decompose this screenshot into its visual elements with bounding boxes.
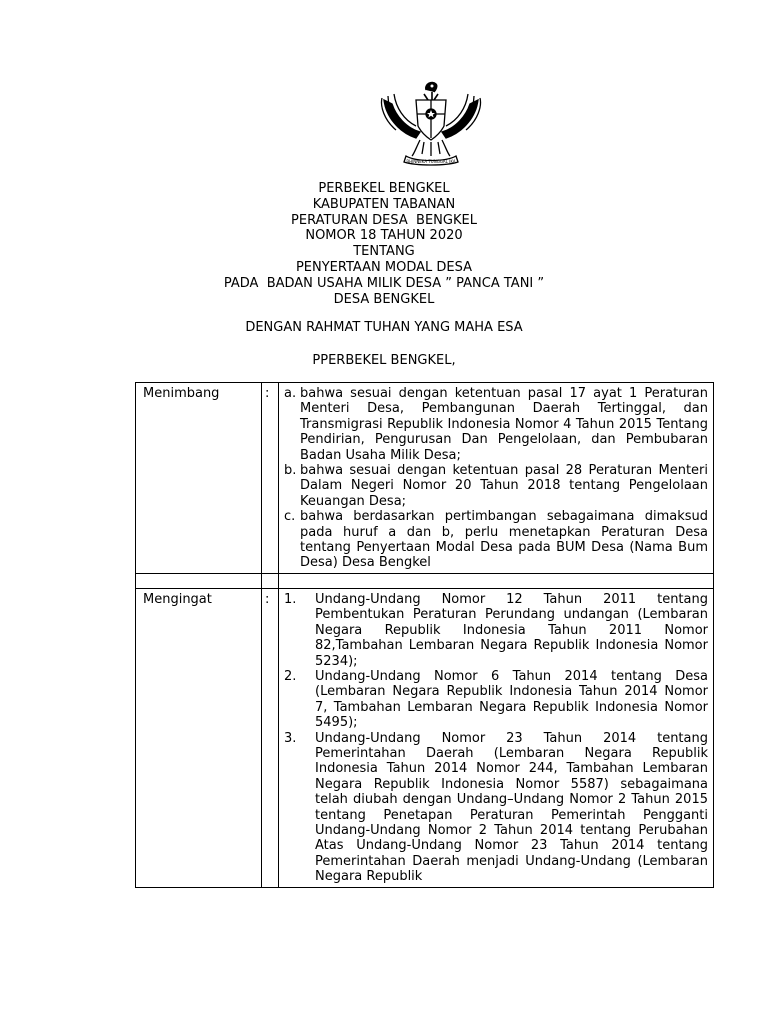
considering-body (279, 383, 714, 574)
item-text: Undang-Undang Nomor 23 Tahun 2014 tentang Pemerintahan Daerah (Lembaran Negara Republik Indonesia Tahun 2014 Nomor 244, Tambahan Lembaran Negara Republik Indonesia Nomor 5587) sebagaimana telah diubah dengan Undang–Undang Nomor 2 Tahun 2015 tentang Penetapan Peraturan Pemerintah Pengganti Undang-Undang Nomor 2 Tahun 2014 tentang Perubahan Atas Undang-Undang Nomor 23 Tahun 2014 tentang Pemerintahan Daerah menjadi Undang-Undang (Lembaran Negara Republik (315, 730, 708, 885)
item-marker: 1. (284, 591, 297, 607)
spacer-cell (262, 573, 279, 588)
item-text: bahwa sesuai dengan ketentuan pasal 17 ayat 1 Peraturan Menteri Desa, Pembangunan Daerah Tertinggal, dan Transmigrasi Republik Indonesia Nomor 4 Tahun 2015 Tentang Pendirian, Pengurusan Dan Pengelolaan, dan Pembubaran Badan Usaha Milik Desa; (300, 386, 708, 463)
authority-line: PPERBEKEL BENGKEL, (312, 353, 456, 368)
item-text: bahwa berdasarkan pertimbangan sebagaimana dimaksud pada huruf a dan b, perlu menetapkan Peraturan Desa tentang Penyertaan Modal Desa pada BUM Desa (Nama Bum Desa) Desa Bengkel (300, 509, 708, 571)
observing-label: Mengingat (136, 588, 262, 887)
heading-line: TENTANG (353, 244, 415, 260)
heading-line: PENYERTAAN MODAL DESA (295, 259, 473, 275)
considering-item (284, 509, 708, 571)
heading-line: PERBEKEL BENGKEL (318, 181, 450, 196)
considering-colon: : (262, 383, 279, 574)
spacer-row (136, 573, 714, 588)
item-marker: c. (284, 509, 296, 525)
preamble-table (135, 382, 714, 888)
regulation-heading (0, 181, 768, 307)
item-marker: b. (284, 463, 297, 479)
heading-line: PERATURAN DESA BENGKEL (291, 212, 477, 228)
observing-colon: : (262, 588, 279, 887)
blessing-line: DENGAN RAHMAT TUHAN YANG MAHA ESA (245, 320, 523, 335)
item-text: Undang-Undang Nomor 12 Tahun 2011 tentang Pembentukan Peraturan Perundang undangan (Lembaran Negara Republik Indonesia Tahun 2011 Nomor 82,Tambahan Lembaran Negara Republik Indonesia Nomor 5234); (315, 591, 708, 669)
heading-line: DESA BENGKEL (333, 291, 435, 307)
considering-row (136, 383, 714, 574)
heading-line: NOMOR 18 TAHUN 2020 (305, 228, 463, 244)
item-marker: a. (284, 386, 297, 401)
observing-item (284, 669, 708, 731)
observing-row (136, 588, 714, 887)
considering-item (284, 463, 708, 509)
observing-body (279, 588, 714, 887)
garuda-emblem-icon (376, 76, 486, 168)
heading-line: KABUPATEN TABANAN (312, 196, 456, 212)
item-marker: 2. (284, 668, 297, 684)
considering-label: Menimbang (136, 383, 262, 574)
observing-item (284, 731, 708, 885)
svg-text:BHINNEKA TUNGGAL IKA: BHINNEKA TUNGGAL IKA (406, 159, 456, 164)
spacer-cell (136, 573, 262, 588)
item-text: bahwa sesuai dengan ketentuan pasal 28 Peraturan Menteri Dalam Negeri Nomor 20 Tahun 2018 tentang Pengelolaan Keuangan Desa; (300, 463, 708, 509)
heading-line: PADA BADAN USAHA MILIK DESA ” PANCA TANI ” (223, 275, 545, 291)
item-marker: 3. (284, 730, 297, 746)
spacer-cell (279, 573, 714, 588)
item-text: Undang-Undang Nomor 6 Tahun 2014 tentang Desa (Lembaran Negara Republik Indonesia Tahun 2014 Nomor 7, Tambahan Lembaran Negara Republik Indonesia Nomor 5495); (315, 668, 708, 731)
observing-item (284, 592, 708, 669)
considering-item (284, 386, 708, 463)
